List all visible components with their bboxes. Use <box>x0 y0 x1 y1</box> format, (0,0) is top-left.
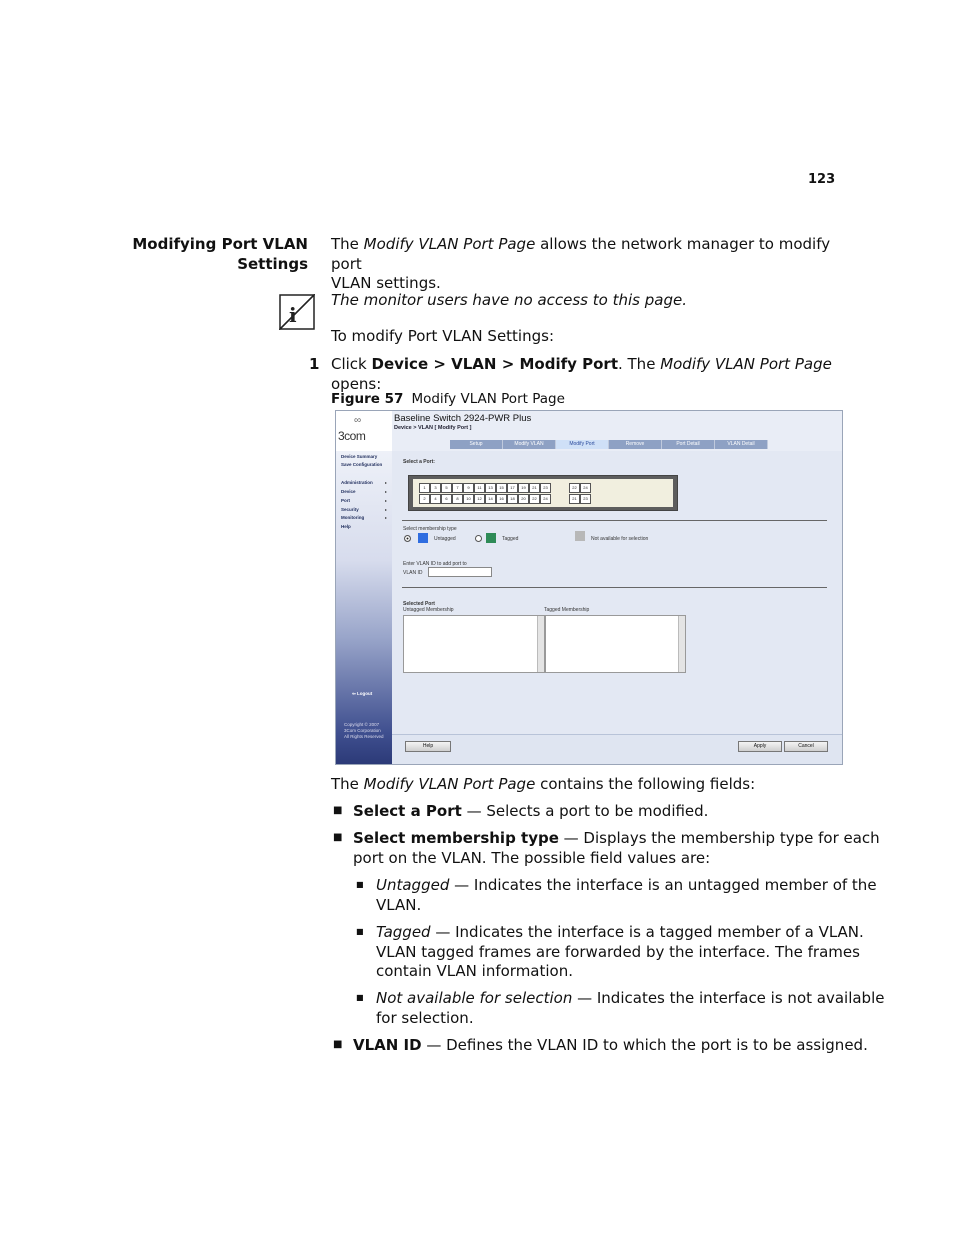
logout-label: Logout <box>357 691 373 696</box>
intro-pre: The <box>331 235 364 253</box>
bullet-icon: ■ <box>333 832 343 843</box>
scrollbar[interactable] <box>537 616 544 672</box>
sidebar-item-security[interactable]: Security <box>341 507 359 512</box>
submenu-arrow-icon: ▸ <box>385 507 388 512</box>
submenu-arrow-icon: ▸ <box>385 489 388 494</box>
port-panel <box>408 475 678 511</box>
field-term: Select a Port <box>353 802 462 820</box>
logo-swirl-icon: ∞ <box>354 415 362 426</box>
logout-link[interactable] <box>352 691 372 697</box>
submenu-arrow-icon: ▸ <box>385 480 388 485</box>
value-desc: contain VLAN information. <box>376 962 573 980</box>
note-icon <box>279 294 315 330</box>
cancel-button[interactable]: Cancel <box>784 741 828 752</box>
page-number: 123 <box>808 172 836 187</box>
field-vlan-id <box>353 1036 868 1056</box>
port-8[interactable]: 8 <box>452 494 463 504</box>
intro-line2: VLAN settings. <box>331 274 441 292</box>
port-10[interactable]: 10 <box>463 494 474 504</box>
port-9[interactable]: 9 <box>463 483 474 493</box>
port-4[interactable]: 4 <box>430 494 441 504</box>
field-desc: port on the VLAN. The possible field values are: <box>353 848 711 867</box>
fields-intro-pre: The <box>331 775 364 793</box>
port-20[interactable]: 20 <box>518 494 529 504</box>
port-6[interactable]: 6 <box>441 494 452 504</box>
scrollbar[interactable] <box>678 616 685 672</box>
to-modify-text: To modify Port VLAN Settings: <box>331 327 554 345</box>
bullet-icon: ■ <box>333 1039 343 1050</box>
value-untagged <box>376 876 877 915</box>
main-content <box>392 451 842 764</box>
untagged-swatch <box>418 533 428 543</box>
not-available-swatch <box>575 531 585 541</box>
vlan-id-label: VLAN ID <box>403 570 423 576</box>
intro-paragraph <box>331 235 846 294</box>
value-desc: — Indicates the interface is an untagged member of the <box>449 876 877 894</box>
port-15[interactable]: 15 <box>496 483 507 493</box>
tab-modify-port[interactable]: Modify Port <box>556 440 609 449</box>
value-term: Tagged <box>376 923 431 941</box>
sidebar-item-monitoring[interactable]: Monitoring <box>341 515 365 520</box>
step-italic: Modify VLAN Port Page <box>660 355 832 373</box>
port-18[interactable]: 18 <box>507 494 518 504</box>
value-term: Not available for selection <box>376 989 573 1007</box>
sidebar-device-summary[interactable]: Device Summary <box>341 454 378 459</box>
field-select-port <box>353 802 708 822</box>
port-5[interactable]: 5 <box>441 483 452 493</box>
copyright-line3: All Rights Reserved <box>344 734 384 739</box>
app-header <box>392 411 842 451</box>
sidebar <box>336 451 392 764</box>
tab-bar <box>450 440 768 450</box>
sidebar-item-device[interactable]: Device <box>341 489 356 494</box>
port-2[interactable]: 2 <box>419 494 430 504</box>
value-desc: VLAN tagged frames are forwarded by the interface. The frames <box>376 942 860 961</box>
submenu-arrow-icon: ▸ <box>385 515 388 520</box>
copyright-line2: 3Com Corporation <box>344 728 381 733</box>
fields-intro-italic: Modify VLAN Port Page <box>363 775 536 793</box>
sidebar-item-help[interactable]: Help <box>341 524 351 529</box>
value-desc: — Indicates the interface is a tagged member of a VLAN. <box>430 923 864 941</box>
section-title-line2: Settings <box>237 254 308 273</box>
port-panel-inner <box>413 479 673 507</box>
logo-area <box>336 411 392 451</box>
figure-caption <box>331 391 565 407</box>
field-desc: — Defines the VLAN ID to which the port is to be assigned. <box>421 1036 868 1054</box>
port-13[interactable]: 13 <box>485 483 496 493</box>
intro-post: allows the network manager to modify port <box>331 235 831 273</box>
value-not-available <box>376 989 884 1028</box>
tagged-membership-label: Tagged Membership <box>544 607 590 613</box>
sidebar-save-configuration[interactable]: Save Configuration <box>341 462 383 467</box>
port-1[interactable]: 1 <box>419 483 430 493</box>
app-title: Baseline Switch 2924-PWR Plus <box>394 413 532 424</box>
membership-type-label: Select membership type <box>403 526 457 532</box>
step-post: opens: <box>331 374 382 393</box>
section-title <box>108 235 308 274</box>
value-tagged <box>376 923 864 982</box>
divider <box>402 520 827 521</box>
logout-icon: ⇦ <box>352 691 358 696</box>
intro-italic: Modify VLAN Port Page <box>363 235 536 253</box>
untagged-membership-label: Untagged Membership <box>403 607 454 613</box>
value-term: Untagged <box>376 876 450 894</box>
svg-text:i: i <box>289 303 297 327</box>
tagged-label: Tagged <box>502 536 519 542</box>
apply-button[interactable]: Apply <box>738 741 782 752</box>
value-desc: VLAN. <box>376 895 422 914</box>
port-12[interactable]: 12 <box>474 494 485 504</box>
tagged-swatch <box>486 533 496 543</box>
bullet-icon: ■ <box>356 880 364 889</box>
tagged-radio[interactable] <box>475 535 482 542</box>
value-desc: — Indicates the interface is not available <box>572 989 885 1007</box>
fields-intro-post: contains the following fields: <box>535 775 756 793</box>
step-number: 1 <box>309 355 320 373</box>
untagged-label: Untagged <box>434 536 456 542</box>
tagged-membership-list[interactable] <box>545 615 686 673</box>
port-16[interactable]: 16 <box>496 494 507 504</box>
bullet-icon: ■ <box>356 993 364 1002</box>
figure-label: Figure 57 <box>331 391 404 407</box>
field-term: VLAN ID <box>353 1036 422 1054</box>
field-membership-type <box>353 829 880 868</box>
breadcrumb: Device > VLAN [ Modify Port ] <box>394 425 472 431</box>
field-desc: — Selects a port to be modified. <box>461 802 709 820</box>
port-22[interactable]: 22 <box>529 494 540 504</box>
uplink-port-21[interactable]: 21 <box>569 494 580 504</box>
vlan-id-input[interactable] <box>428 567 492 577</box>
select-port-label: Select a Port: <box>403 459 435 465</box>
step-mid: . The <box>617 355 661 373</box>
selected-port-label: Selected Port <box>403 601 435 607</box>
port-3[interactable]: 3 <box>430 483 441 493</box>
logo: 3com <box>338 429 366 443</box>
sidebar-item-administration[interactable]: Administration <box>341 480 373 485</box>
uplink-port-24[interactable]: 24 <box>580 483 591 493</box>
note-text: The monitor users have no access to this page. <box>331 291 687 309</box>
value-desc: for selection. <box>376 1008 474 1027</box>
port-11[interactable]: 11 <box>474 483 485 493</box>
copyright-line1: Copyright © 2007 <box>344 722 380 727</box>
sidebar-item-port[interactable]: Port <box>341 498 350 503</box>
figure-caption-text: Modify VLAN Port Page <box>411 391 565 407</box>
port-21[interactable]: 21 <box>529 483 540 493</box>
tab-vlan-detail[interactable]: VLAN Detail <box>715 440 768 449</box>
section-title-line1: Modifying Port VLAN <box>132 235 308 253</box>
help-button[interactable]: Help <box>405 741 451 752</box>
untagged-membership-list[interactable] <box>403 615 545 673</box>
step-pre: Click <box>331 355 372 373</box>
bullet-icon: ■ <box>333 805 343 816</box>
vlan-prompt: Enter VLAN ID to add port to <box>403 561 467 567</box>
uplink-port-23[interactable]: 23 <box>580 494 591 504</box>
port-23[interactable]: 23 <box>540 483 551 493</box>
button-bar <box>392 734 842 765</box>
port-14[interactable]: 14 <box>485 494 496 504</box>
field-desc: — Displays the membership type for each <box>558 829 880 847</box>
step-text <box>331 355 846 394</box>
not-available-label: Not available for selection <box>591 536 649 542</box>
port-7[interactable]: 7 <box>452 483 463 493</box>
port-24[interactable]: 24 <box>540 494 551 504</box>
modify-vlan-port-screenshot <box>335 410 843 765</box>
uplink-port-22[interactable]: 22 <box>569 483 580 493</box>
tab-modify-vlan[interactable]: Modify VLAN <box>503 440 556 449</box>
submenu-arrow-icon: ▸ <box>385 498 388 503</box>
port-17[interactable]: 17 <box>507 483 518 493</box>
fields-intro <box>331 775 755 795</box>
tab-setup[interactable]: Setup <box>450 440 503 449</box>
bullet-icon: ■ <box>356 927 364 936</box>
divider <box>402 587 827 588</box>
tab-remove[interactable]: Remove <box>609 440 662 449</box>
port-19[interactable]: 19 <box>518 483 529 493</box>
tab-port-detail[interactable]: Port Detail <box>662 440 715 449</box>
untagged-radio[interactable] <box>404 535 411 542</box>
step-path: Device > VLAN > Modify Port <box>371 355 618 373</box>
field-term: Select membership type <box>353 829 559 847</box>
